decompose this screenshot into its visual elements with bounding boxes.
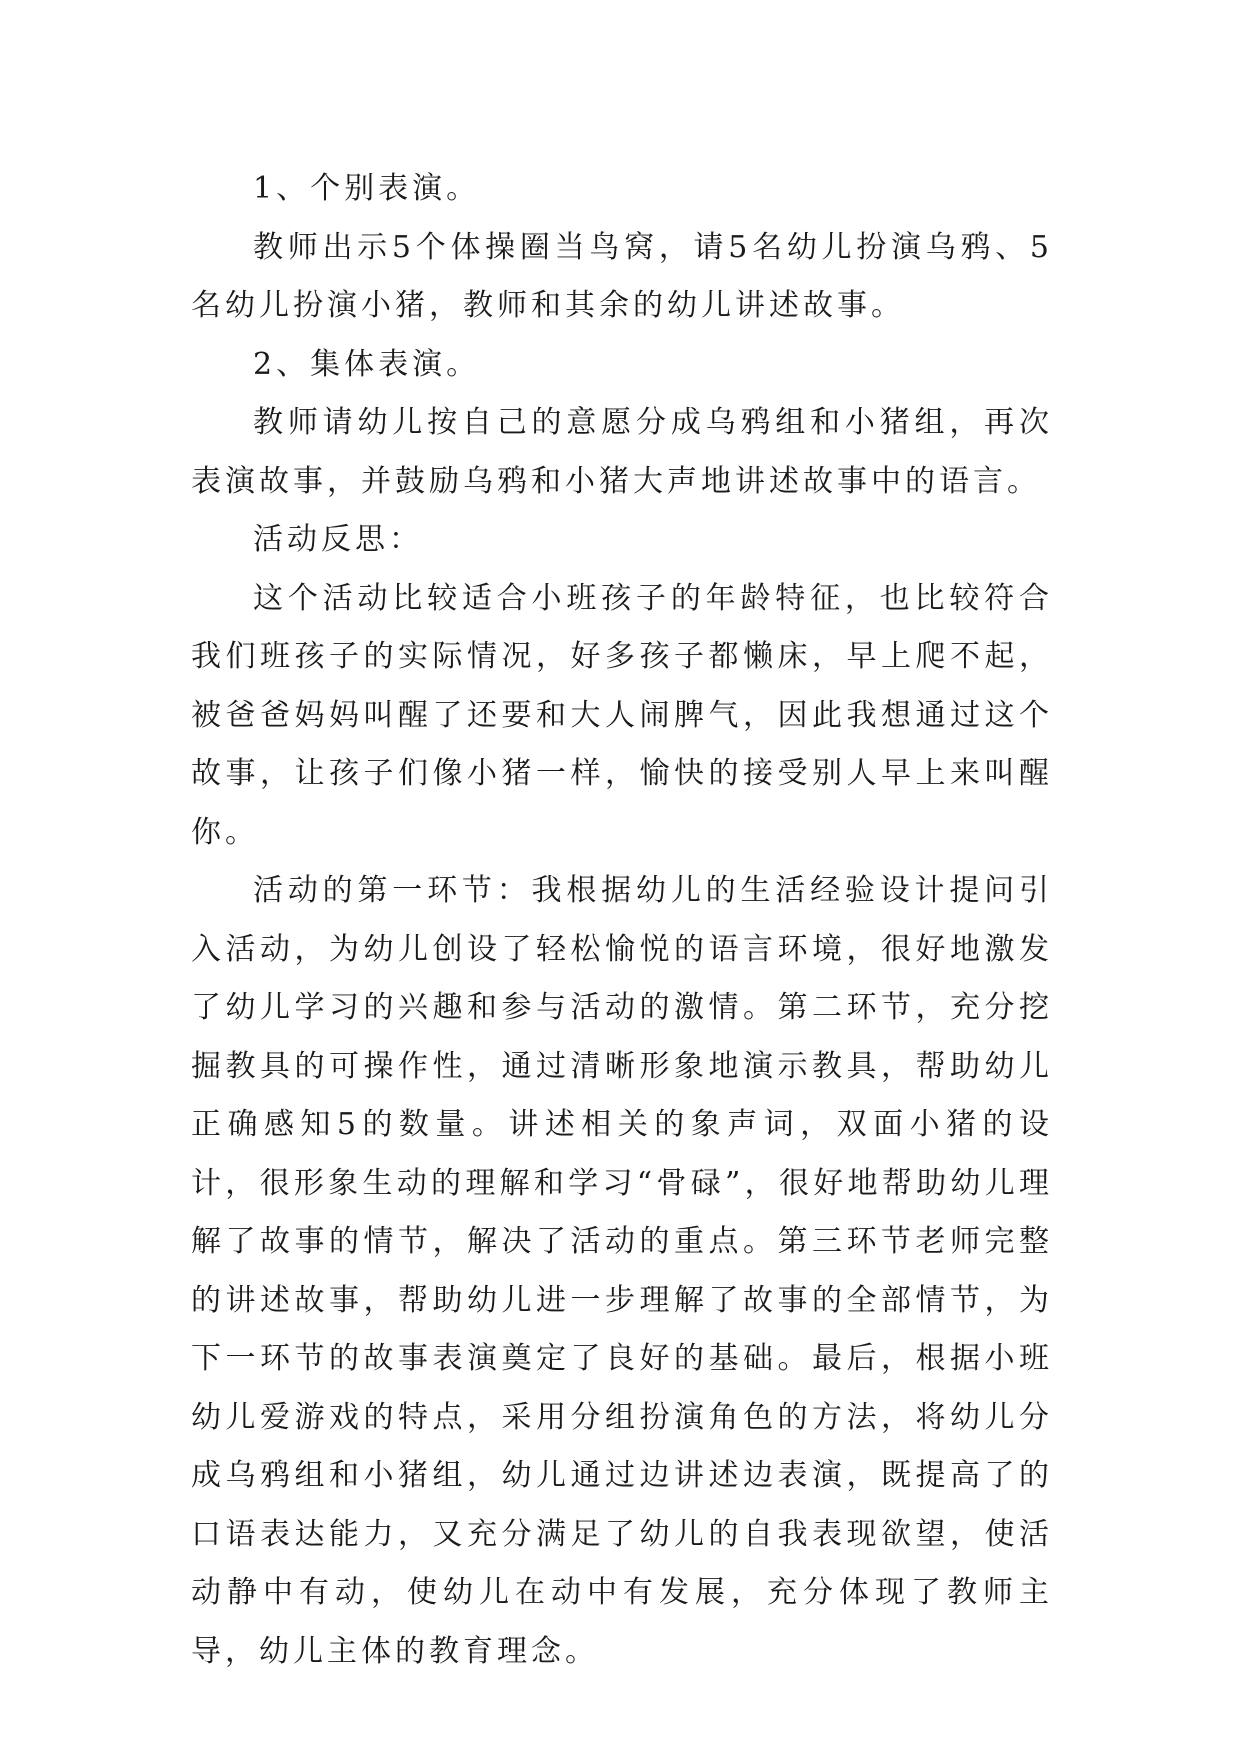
document-body [191,160,1053,1681]
paragraph-reflection-intro: 这个活动比较适合小班孩子的年龄特征，也比较符合我们班孩子的实际情况，好多孩子都懒床，早上爬不起，被爸爸妈妈叫醒了还要和大人闹脾气，因此我想通过这个故事，让孩子们像小猪一样，愉快的接受别人早上来叫醒你。 [191,580,1053,850]
paragraph-individual-performance: 教师出示5个体操圈当鸟窝，请5名幼儿扮演乌鸦、5名幼儿扮演小猪，教师和其余的幼儿讲述故事。 [191,229,1053,323]
paragraph-group-performance-heading: 2、集体表演。 [253,346,481,382]
paragraph-individual-performance-heading: 1、个别表演。 [253,171,481,206]
paragraph-reflection-detail: 活动的第一环节：我根据幼儿的生活经验设计提问引入活动，为幼儿创设了轻松愉悦的语言环境，很好地激发了幼儿学习的兴趣和参与活动的激情。第二环节，充分挖掘教具的可操作性，通过清晰形象地演示教具，帮助幼儿正确感知5的数量。讲述相关的象声词，双面小猪的设计，很形象生动的理解和学习“骨碌”，很好地帮助幼儿理解了故事的情节，解决了活动的重点。第三环节老师完整的讲述故事，帮助幼儿进一步理解了故事的全部情节，为下一环节的故事表演奠定了良好的基础。最后，根据小班幼儿爱游戏的特点，采用分组扮演角色的方法，将幼儿分成乌鸦组和小猪组，幼儿通过边讲述边表演，既提高了的口语表达能力，又充分满足了幼儿的自我表现欲望，使活动静中有动，使幼儿在动中有发展，充分体现了教师主导，幼儿主体的教育理念。 [191,873,1053,1669]
paragraph-reflection-heading: 活动反思： [253,522,423,557]
paragraph-group-performance: 教师请幼儿按自己的意愿分成乌鸦组和小猪组，再次表演故事，并鼓励乌鸦和小猪大声地讲述故事中的语言。 [191,405,1053,499]
